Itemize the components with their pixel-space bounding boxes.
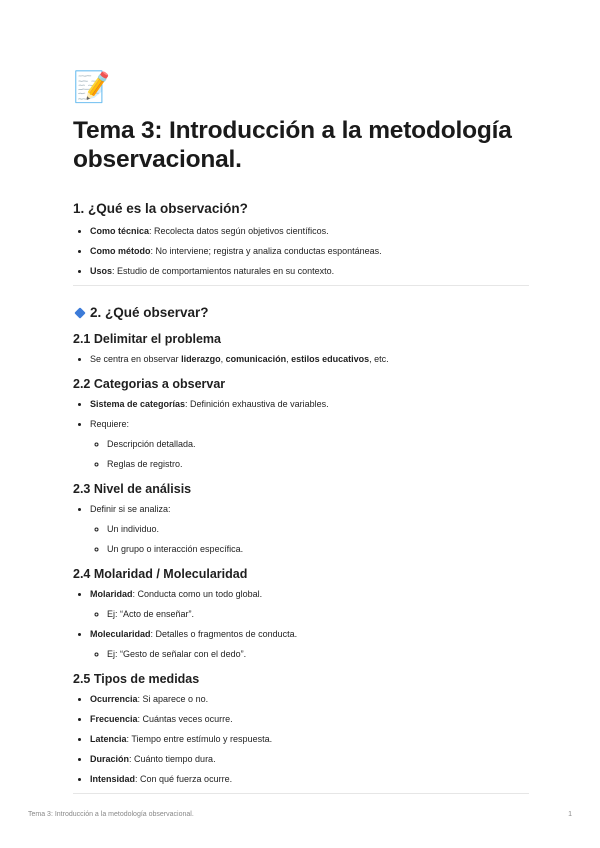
sub-list-item: ◦ Ej: “Gesto de señalar con el dedo”. bbox=[107, 648, 529, 661]
subsection-heading-2-2: 2.2 Categorias a observar bbox=[73, 377, 226, 391]
blue-diamond-icon bbox=[74, 307, 85, 318]
list-item: • Molecularidad: Detalles o fragmentos de conducta. ◦ Ej: “Gesto de señalar con el dedo”. bbox=[90, 628, 529, 661]
sub-list-item: ◦ Reglas de registro. bbox=[107, 458, 529, 471]
list-item: • Se centra en observar liderazgo, comunicación, estilos educativos, etc. bbox=[90, 353, 529, 366]
footer-title: Tema 3: Introducción a la metodología observacional. bbox=[28, 811, 194, 818]
document-page bbox=[73, 70, 529, 794]
sub-list-item: ◦ Ej: “Acto de enseñar”. bbox=[107, 608, 529, 621]
list-item: • Requiere: ◦ Descripción detallada. ◦ Reglas de registro. bbox=[90, 418, 529, 471]
divider bbox=[73, 285, 529, 286]
sub-list-item: ◦ Descripción detallada. bbox=[107, 438, 529, 451]
subsection-heading-2-1: 2.1 Delimitar el problema bbox=[73, 332, 221, 346]
list-item: • Como técnica: Recolecta datos según objetivos científicos. bbox=[90, 225, 529, 238]
list-item: • Usos: Estudio de comportamientos naturales en su contexto. bbox=[90, 265, 529, 278]
subsection-heading-2-5: 2.5 Tipos de medidas bbox=[73, 672, 200, 686]
divider bbox=[73, 793, 529, 794]
list-item: • Intensidad: Con qué fuerza ocurre. bbox=[90, 773, 529, 786]
list-item: • Frecuencia: Cuántas veces ocurre. bbox=[90, 713, 529, 726]
list-item: • Sistema de categorías: Definición exhaustiva de variables. bbox=[90, 398, 529, 411]
list-item: • Definir si se analiza: ◦ Un individuo. ◦ Un grupo o interacción específica. bbox=[90, 503, 529, 556]
memo-icon: 📝 bbox=[73, 71, 111, 104]
list-item: • Latencia: Tiempo entre estímulo y respuesta. bbox=[90, 733, 529, 746]
list-item: • Como método: No interviene; registra y analiza conductas espontáneas. bbox=[90, 245, 529, 258]
list-item: • Ocurrencia: Si aparece o no. bbox=[90, 693, 529, 706]
sub-list-item: ◦ Un individuo. bbox=[107, 523, 529, 536]
section-1-list bbox=[73, 225, 529, 278]
list-item: • Molaridad: Conducta como un todo global. ◦ Ej: “Acto de enseñar”. bbox=[90, 588, 529, 621]
section-heading-2: 2. ¿Qué observar? bbox=[73, 304, 529, 321]
subsection-heading-2-4: 2.4 Molaridad / Molecularidad bbox=[73, 567, 248, 581]
page-number: 1 bbox=[568, 811, 572, 818]
section-heading-1: 1. ¿Qué es la observación? bbox=[73, 201, 248, 216]
subsection-heading-2-3: 2.3 Nivel de análisis bbox=[73, 482, 192, 496]
page-title: Tema 3: Introducción a la metodología observacional. bbox=[73, 117, 512, 173]
list-item: • Duración: Cuánto tiempo dura. bbox=[90, 753, 529, 766]
sub-list-item: ◦ Un grupo o interacción específica. bbox=[107, 543, 529, 556]
